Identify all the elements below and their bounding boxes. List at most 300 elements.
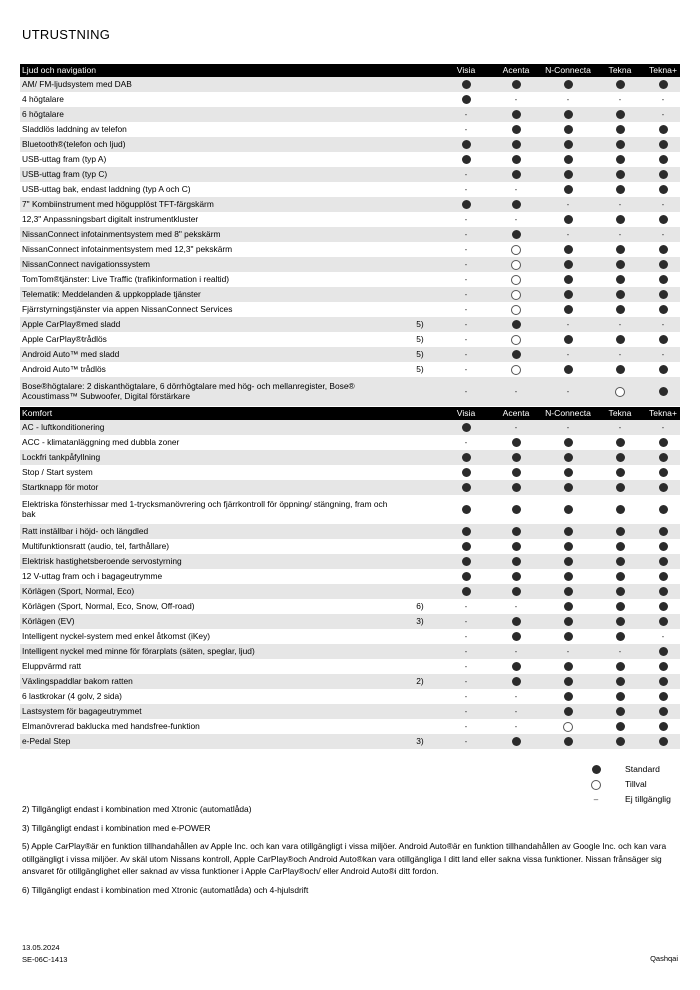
availability-cell [542,377,594,406]
feature-label: NissanConnect infotainmentsystem med 12,3" pekskärm [22,243,233,254]
availability-cell [490,242,542,257]
feature-note: 5) [416,333,424,344]
standard-dot-icon [564,438,573,447]
table-row [20,287,680,302]
availability-cell [594,539,646,554]
standard-dot-icon [564,692,573,701]
section-title: Ljud och navigation [20,64,402,77]
availability-cell [646,659,680,674]
availability-cell [594,152,646,167]
availability-cell [442,524,490,539]
feature-note [402,212,442,227]
standard-dot-icon [462,587,471,596]
unavailable-dash-icon: - [464,364,468,374]
feature-label: 7" Kombiinstrument med högupplöst TFT-färgskärm [20,197,402,212]
standard-dot-icon [659,245,668,254]
unavailable-dash-icon: - [661,319,665,329]
standard-dot-icon [659,275,668,284]
page-title: UTRUSTNING [22,27,111,42]
availability-cell [594,377,646,406]
availability-cell [542,719,594,734]
unavailable-dash-icon: - [661,199,665,209]
availability-cell [646,152,680,167]
availability-cell [490,182,542,197]
availability-cell [490,332,542,347]
table-row [20,92,680,107]
availability-cell [646,644,680,659]
availability-cell [542,465,594,480]
availability-cell [490,450,542,465]
standard-dot-icon [462,80,471,89]
feature-label: Intelligent nyckel med minne för förarplats (säten, speglar, ljud) [20,644,402,659]
availability-cell [442,122,490,137]
standard-dot-icon [462,572,471,581]
table-row [20,377,680,406]
standard-dot-icon [462,527,471,536]
availability-cell [594,242,646,257]
standard-dot-icon [659,617,668,626]
unavailable-dash-icon: - [514,184,518,194]
unavailable-dash-icon: - [514,646,518,656]
availability-cell [542,480,594,495]
standard-dot-icon [512,483,521,492]
availability-cell [442,212,490,227]
availability-cell [442,495,490,524]
availability-cell [646,584,680,599]
availability-cell [646,182,680,197]
unavailable-dash-icon: - [464,289,468,299]
availability-cell [542,435,594,450]
table-row [20,362,680,377]
availability-cell [442,435,490,450]
availability-cell [490,257,542,272]
standard-dot-icon [616,468,625,477]
availability-cell [542,524,594,539]
table-row [20,227,680,242]
availability-cell [442,302,490,317]
availability-cell [646,212,680,227]
standard-dot-icon [512,110,521,119]
table-row [20,689,680,704]
availability-cell [646,302,680,317]
feature-note [402,137,442,152]
availability-cell [490,480,542,495]
standard-dot-icon [659,453,668,462]
availability-cell [646,435,680,450]
footnote: 2) Tillgängligt endast i kombination med Xtronic (automatlåda) [22,804,252,814]
unavailable-dash-icon: - [464,109,468,119]
unavailable-dash-icon: - [566,94,570,104]
availability-cell [542,182,594,197]
standard-dot-icon [564,290,573,299]
availability-cell [542,122,594,137]
table-row [20,332,680,347]
availability-cell [542,167,594,182]
feature-label: Fjärrstyrningstjänster via appen NissanConnect Services [22,303,233,314]
unavailable-dash-icon: - [464,676,468,686]
feature-note [402,197,442,212]
availability-cell [490,302,542,317]
standard-dot-icon [462,200,471,209]
table-row [20,197,680,212]
standard-dot-icon [564,707,573,716]
availability-cell [490,644,542,659]
standard-dot-icon [564,245,573,254]
table-row [20,317,680,332]
availability-cell [646,629,680,644]
unavailable-dash-icon: - [618,229,622,239]
table-row [20,524,680,539]
feature-note [402,569,442,584]
table-row [20,569,680,584]
feature-label: NissanConnect navigationssystem [20,257,402,272]
availability-cell [442,644,490,659]
standard-dot-icon [616,170,625,179]
availability-cell [594,435,646,450]
unavailable-dash-icon: - [464,349,468,359]
availability-cell [646,704,680,719]
availability-cell [442,614,490,629]
availability-cell [542,554,594,569]
availability-cell [646,689,680,704]
availability-cell [646,539,680,554]
feature-note [402,495,442,524]
availability-cell [442,674,490,689]
availability-cell [490,435,542,450]
standard-dot-icon [616,110,625,119]
feature-label: Elmanövrerad baklucka med handsfree-funktion [22,720,200,731]
availability-cell [594,674,646,689]
availability-cell [646,554,680,569]
standard-dot-icon [462,505,471,514]
availability-cell [490,584,542,599]
availability-cell [442,332,490,347]
availability-cell [442,362,490,377]
availability-cell [594,182,646,197]
feature-note: 6) [416,600,424,611]
availability-cell [442,197,490,212]
standard-dot-icon [616,505,625,514]
availability-cell [490,569,542,584]
feature-label: 12,3" Anpassningsbart digitalt instrumentkluster [22,213,199,224]
unavailable-dash-icon: - [464,691,468,701]
availability-cell [490,659,542,674]
column-header: Visia [442,64,490,77]
standard-dot-icon [659,505,668,514]
table-row [20,465,680,480]
availability-cell [490,629,542,644]
availability-cell [594,287,646,302]
optional-ring-icon [615,387,625,397]
standard-dot-icon [659,542,668,551]
availability-cell [646,420,680,435]
feature-label: 6 högtalare [20,107,402,122]
unavailable-dash-icon: - [464,386,468,396]
standard-dot-icon [659,365,668,374]
table-row [20,599,680,614]
standard-dot-icon [659,692,668,701]
availability-cell [594,122,646,137]
feature-note [402,719,442,734]
column-header: Tekna+ [646,64,680,77]
availability-cell [646,332,680,347]
availability-cell [490,420,542,435]
availability-cell [646,674,680,689]
availability-cell [646,524,680,539]
standard-dot-icon [462,423,471,432]
feature-label: Stop / Start system [22,466,93,477]
availability-cell [646,569,680,584]
feature-note [402,450,442,465]
footnotes [22,803,677,903]
feature-label: NissanConnect infotainmentsystem med 8" pekskärm [20,227,402,242]
feature-note [402,554,442,569]
standard-dot-icon [564,140,573,149]
unavailable-dash-icon: - [514,721,518,731]
availability-cell [490,317,542,332]
table-row [20,420,680,435]
unavailable-dash-icon: – [593,795,599,804]
availability-cell [646,137,680,152]
standard-dot-icon [659,527,668,536]
availability-cell [646,599,680,614]
unavailable-dash-icon: - [661,349,665,359]
table-row [20,659,680,674]
availability-cell [542,674,594,689]
availability-cell [542,599,594,614]
standard-dot-icon [512,155,521,164]
column-header: N-Connecta [542,407,594,420]
standard-dot-icon [616,617,625,626]
standard-dot-icon [512,572,521,581]
availability-cell [594,599,646,614]
column-header: Visia [442,407,490,420]
standard-dot-icon [512,557,521,566]
standard-dot-icon [564,572,573,581]
availability-cell [594,317,646,332]
feature-note [402,524,442,539]
feature-label: Körlägen (Sport, Normal, Eco) [20,584,402,599]
availability-cell [442,689,490,704]
availability-cell [542,539,594,554]
feature-label: Bluetooth®(telefon och ljud) [20,137,402,152]
standard-dot-icon [616,662,625,671]
feature-label: TomTom®tjänster: Live Traffic (trafikinformation i realtid) [22,273,230,284]
availability-cell [490,77,542,92]
availability-cell [442,539,490,554]
availability-cell [646,197,680,212]
availability-cell [594,272,646,287]
table-row [20,480,680,495]
standard-dot-icon [659,170,668,179]
feature-note [402,629,442,644]
feature-label: Växlingspaddlar bakom ratten [20,674,402,689]
unavailable-dash-icon: - [464,646,468,656]
standard-dot-icon [616,365,625,374]
standard-dot-icon [659,260,668,269]
feature-label: 4 högtalare [22,93,64,104]
unavailable-dash-icon: - [618,646,622,656]
availability-cell [542,197,594,212]
unavailable-dash-icon: - [464,616,468,626]
availability-cell [594,659,646,674]
availability-cell [490,524,542,539]
feature-label: USB-uttag bak, endast laddning (typ A och C) [22,183,191,194]
standard-dot-icon [512,527,521,536]
availability-cell [646,480,680,495]
feature-label: Telematik: Meddelanden & uppkopplade tjänster [20,287,402,302]
availability-cell [594,495,646,524]
availability-cell [442,242,490,257]
availability-cell [542,704,594,719]
availability-cell [594,554,646,569]
standard-dot-icon [462,483,471,492]
feature-note [402,659,442,674]
footnote: 3) Tillgängligt endast i kombination med e-POWER [22,822,211,833]
standard-dot-icon [616,602,625,611]
unavailable-dash-icon: - [464,601,468,611]
unavailable-dash-icon: - [514,214,518,224]
standard-dot-icon [512,438,521,447]
table-row [20,629,680,644]
standard-dot-icon [564,617,573,626]
feature-note [402,377,442,406]
optional-ring-icon [511,365,521,375]
unavailable-dash-icon: - [464,229,468,239]
feature-label: Eluppvärmd ratt [22,660,82,671]
standard-dot-icon [512,587,521,596]
availability-cell [646,362,680,377]
unavailable-dash-icon: - [514,422,518,432]
optional-ring-icon [511,305,521,315]
feature-note: 5) [416,363,424,374]
equipment-table-audio [20,64,680,406]
table-row [20,435,680,450]
feature-note [402,152,442,167]
availability-cell [442,704,490,719]
feature-note [402,167,442,182]
standard-dot-icon [616,542,625,551]
feature-label: Startknapp för motor [20,480,402,495]
standard-dot-icon [659,387,668,396]
availability-cell [490,719,542,734]
availability-cell [442,719,490,734]
standard-dot-icon [564,185,573,194]
unavailable-dash-icon: - [661,109,665,119]
footnote: 5) Apple CarPlay®är en funktion tillhandahållen av Apple Inc. och kan vara otillgängligt i vissa miljöer. Android Auto®är en funktion tillhandahållen av Google Inc. och kan vara otillgängligt i vissa miljöer. Av skäl utom Nissans kontroll, Apple CarPlay®och Android Auto®kan vara otillgängliga I ditt land eller sakna vissa funktioner. Nissan frånsäger sig ansvaret för otillgänglighet eller saknad av vissa funktioner i Apple CarPlay®och/ eller Android Auto®i ditt fordon. [22,841,667,877]
feature-note [402,689,442,704]
availability-cell [442,420,490,435]
availability-cell [442,450,490,465]
table-row [20,495,680,524]
table-row [20,539,680,554]
standard-dot-icon [564,527,573,536]
unavailable-dash-icon: - [618,94,622,104]
availability-cell [442,734,490,749]
availability-cell [542,659,594,674]
standard-dot-icon [616,483,625,492]
standard-dot-icon [659,602,668,611]
availability-cell [442,554,490,569]
table-row [20,137,680,152]
availability-cell [594,332,646,347]
unavailable-dash-icon: - [464,736,468,746]
availability-cell [646,92,680,107]
standard-dot-icon [616,215,625,224]
availability-cell [490,362,542,377]
availability-cell [542,212,594,227]
availability-cell [490,137,542,152]
column-header: Tekna+ [646,407,680,420]
availability-cell [490,465,542,480]
availability-cell [542,734,594,749]
availability-cell [442,92,490,107]
feature-note: 5) [402,317,442,332]
availability-cell [594,212,646,227]
unavailable-dash-icon: - [464,184,468,194]
availability-cell [442,584,490,599]
availability-cell [542,569,594,584]
note-header [402,407,442,420]
footnote: 6) Tillgängligt endast i kombination med Xtronic (automatlåda) och 4-hjulsdrift [22,885,309,896]
unavailable-dash-icon: - [464,661,468,671]
standard-dot-icon [564,662,573,671]
table-row [20,107,680,122]
feature-note [402,539,442,554]
feature-label: 12 V-uttag fram och i bagageutrymme [22,570,163,581]
unavailable-dash-icon: - [661,422,665,432]
table-row [20,242,680,257]
standard-dot-icon [512,140,521,149]
table-row [20,212,680,227]
unavailable-dash-icon: - [618,199,622,209]
availability-cell [490,152,542,167]
availability-cell [490,495,542,524]
standard-dot-icon [616,438,625,447]
availability-cell [594,480,646,495]
unavailable-dash-icon: - [566,646,570,656]
availability-cell [594,167,646,182]
availability-cell [646,614,680,629]
availability-cell [542,644,594,659]
standard-dot-icon [659,185,668,194]
footer-model: Qashqai [650,954,678,963]
availability-cell [542,242,594,257]
availability-cell [542,689,594,704]
feature-note [402,182,442,197]
column-header: N-Connecta [542,64,594,77]
footer-meta [22,942,67,966]
unavailable-dash-icon: - [618,319,622,329]
availability-cell [542,317,594,332]
standard-dot-icon [564,155,573,164]
availability-cell [646,272,680,287]
standard-dot-icon [512,125,521,134]
feature-note [402,465,442,480]
availability-cell [594,719,646,734]
unavailable-dash-icon: - [464,124,468,134]
availability-cell [442,107,490,122]
availability-cell [442,347,490,362]
availability-cell [442,599,490,614]
availability-cell [442,377,490,406]
table-row [20,257,680,272]
availability-cell [646,167,680,182]
standard-dot-icon [659,587,668,596]
standard-dot-icon [616,722,625,731]
column-header: Acenta [490,64,542,77]
availability-cell [646,450,680,465]
